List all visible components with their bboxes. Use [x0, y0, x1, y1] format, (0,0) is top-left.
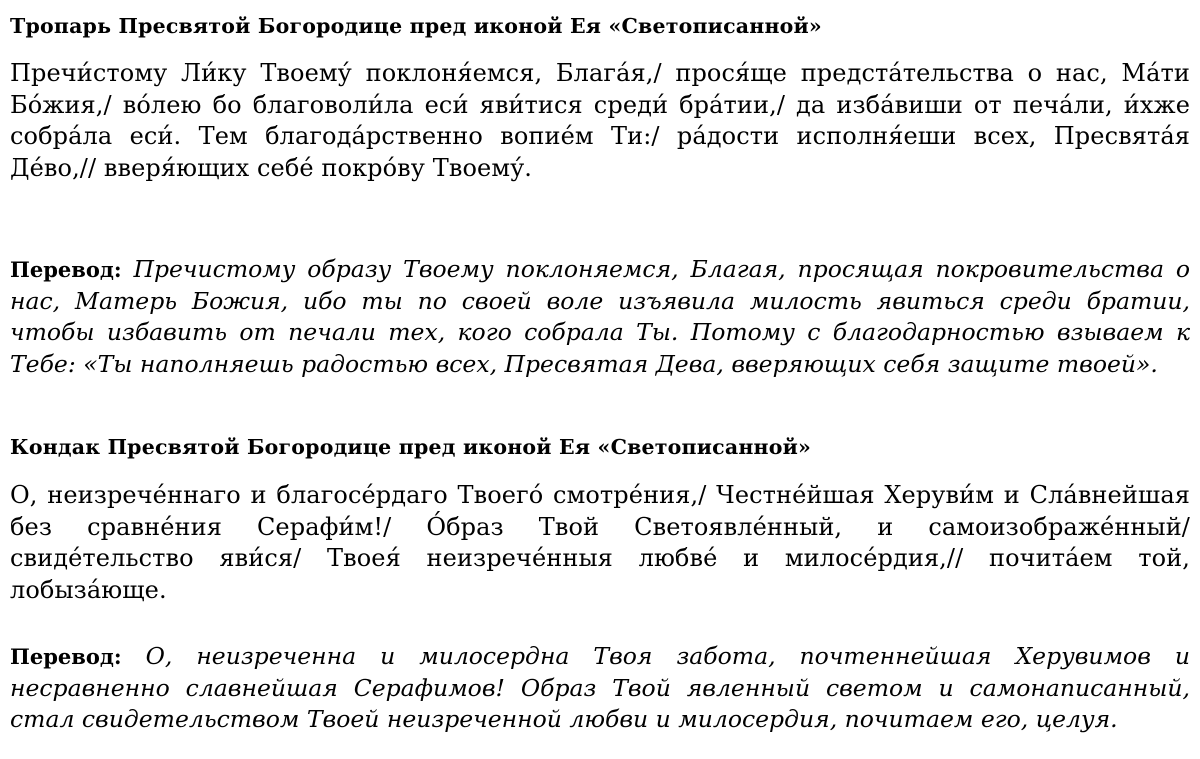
kontakion-title: Кондак Пресвятой Богородице пред иконой Ея «Светописанной»: [10, 435, 812, 459]
kontakion-translation-paragraph: [10, 641, 1190, 736]
kontakion-translation-text: О, неизреченна и милосердна Твоя забота, почтеннейшая Херувимов и несравненно славнейшая Серафимов! Образ Твой явленный светом и самонаписанный, стал свидетельством Твоей неизреченной любви и милосердия, почитаем его, целуя.: [10, 642, 1190, 733]
troparion-translation-text: Пречистому образу Твоему поклоняемся, Благая, просящая покровительства о нас, Матерь Божия, ибо ты по своей воле изъявила милость явиться среди братии, чтобы избавить от печали тех, кого собрала Ты. Потому с благодарностью взываем к Тебе: «Ты наполняешь радостью всех, Пресвятая Дева, вверяющих себя защите твоей».: [10, 255, 1190, 378]
document-page: [10, 0, 1190, 759]
troparion-title: Тропарь Пресвятой Богородице пред иконой Ея «Светописанной»: [10, 14, 822, 38]
kontakion-translation-label: Перевод:: [10, 644, 122, 669]
troparion-text: Пречи́стому Ли́ку Твоему́ поклоня́емся, Блага́я,/ прося́ще предста́тельства о нас, Ма́ти Бо́жия,/ во́лею бо благоволи́ла еси́ яви́тися среди́ бра́тии,/ да изба́виши от печа́ли, и́хже собра́ла еси́. Тем благода́рственно вопие́м Ти:/ ра́дости исполня́еши всех, Пресвята́я Де́во,// вверя́ющих себе́ покро́ву Твоему́.: [10, 59, 1190, 182]
troparion-translation-paragraph: [10, 254, 1190, 380]
troparion-translation-label: Перевод:: [10, 257, 122, 282]
kontakion-text: О, неизрече́ннаго и благосе́рдаго Твоего́ смотре́ния,/ Честне́йшая Херуви́м и Сла́внейшая без сравне́ния Серафи́м!/ О́браз Твой Светоявле́нный, и самоизображе́нный/ свиде́тельство яви́ся/ Твоея́ неизрече́нныя любве́ и милосе́рдия,// почита́ем той, лобыза́юще.: [10, 481, 1190, 604]
